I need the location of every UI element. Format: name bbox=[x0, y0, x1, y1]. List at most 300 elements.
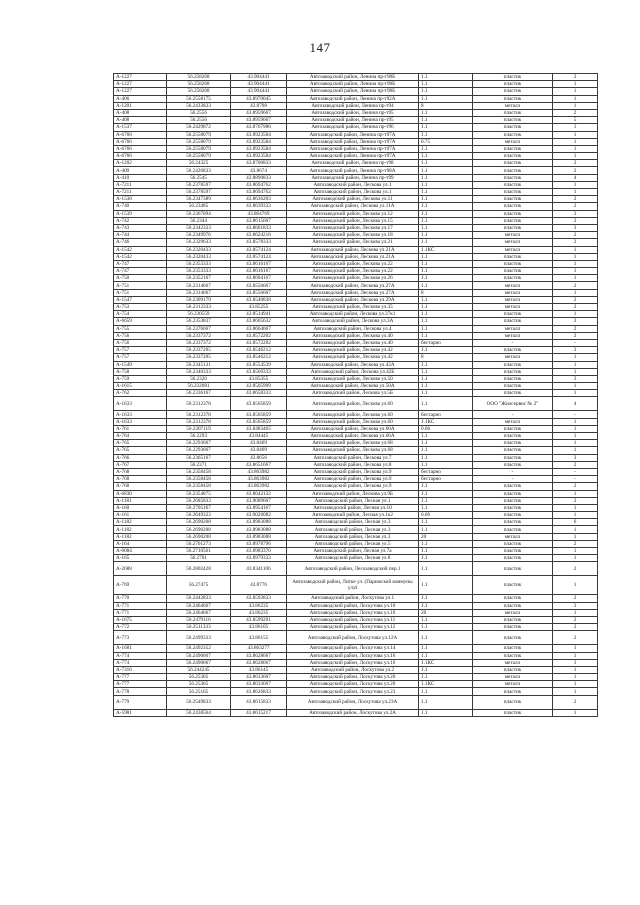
table-row bbox=[114, 311, 598, 318]
material-cell: пластик bbox=[473, 311, 553, 318]
table-row bbox=[114, 289, 598, 296]
latitude-cell: 56.2353333 bbox=[167, 268, 231, 275]
address-cell: Автозаводский район, Лескова ул.60А bbox=[287, 425, 419, 432]
material-cell: металл bbox=[473, 354, 553, 361]
longitude-cell: 43.8628667 bbox=[231, 652, 287, 659]
count-cell: 1 bbox=[553, 418, 598, 425]
volume-cell: 1.1 bbox=[419, 595, 473, 602]
volume-cell: 8 bbox=[419, 289, 473, 296]
material-cell: металл bbox=[473, 282, 553, 289]
address-cell: Автозаводский район, Лескова ул.50А bbox=[287, 383, 419, 390]
volume-cell: 20 bbox=[419, 533, 473, 540]
count-cell: 6 bbox=[553, 519, 598, 526]
latitude-cell: 56.2353333 bbox=[167, 260, 231, 267]
table-row bbox=[114, 153, 598, 160]
address-cell: Автозаводский район, Лоскутова ул.1 bbox=[287, 595, 419, 602]
site-id-cell: А-754 bbox=[114, 311, 167, 318]
latitude-cell: 56.2312378 bbox=[167, 418, 231, 425]
material-cell: металл bbox=[473, 674, 553, 681]
longitude-cell: 43.8636203 bbox=[231, 196, 287, 203]
address-cell: Автозаводский район, Лескова ул.50 bbox=[287, 375, 419, 382]
latitude-cell: 56.2690208 bbox=[167, 526, 231, 533]
volume-cell: 1.1 bbox=[419, 555, 473, 562]
table-row bbox=[114, 124, 598, 131]
volume-cell: 1.1 bbox=[419, 160, 473, 167]
volume-cell: 1.1 bbox=[419, 666, 473, 673]
longitude-cell: 43.8469 bbox=[231, 440, 287, 447]
volume-cell: 1.1 bbox=[419, 74, 473, 81]
volume-cell: 1.1 bbox=[419, 210, 473, 217]
longitude-cell: 43.8483465 bbox=[231, 425, 287, 432]
material-cell: пластик bbox=[473, 433, 553, 440]
material-cell: пластик bbox=[473, 519, 553, 526]
volume-cell: 1.1 bbox=[419, 433, 473, 440]
longitude-cell: 43.8633667 bbox=[231, 674, 287, 681]
latitude-cell: 56.2312378 bbox=[167, 411, 231, 418]
material-cell: пластик bbox=[473, 483, 553, 490]
address-cell: Автозаводский район, Лоскутова ул.12 bbox=[287, 624, 419, 631]
latitude-cell: 56.2337372 bbox=[167, 332, 231, 339]
latitude-cell: 56.27475 bbox=[167, 576, 231, 595]
material-cell: пластик bbox=[473, 253, 553, 260]
table-row bbox=[114, 347, 598, 354]
longitude-cell: 43.8890833 bbox=[231, 174, 287, 181]
address-cell: Автозаводский район, Лескова ул.11А bbox=[287, 203, 419, 210]
latitude-cell: 56.2690208 bbox=[167, 519, 231, 526]
latitude-cell: 56.2349976 bbox=[167, 232, 231, 239]
address-cell: Автозаводский район, Лескова ул.22 bbox=[287, 260, 419, 267]
latitude-cell: 56.2499333 bbox=[167, 631, 231, 645]
volume-cell: 1.1 bbox=[419, 709, 473, 716]
site-id-cell: А-747 bbox=[114, 260, 167, 267]
site-id-cell: А-161 bbox=[114, 512, 167, 519]
table-row bbox=[114, 81, 598, 88]
site-id-cell: А-755 bbox=[114, 325, 167, 332]
latitude-cell: 56.2511333 bbox=[167, 624, 231, 631]
material-cell: пластик bbox=[473, 81, 553, 88]
table-row bbox=[114, 483, 598, 490]
table-row bbox=[114, 512, 598, 519]
longitude-cell: 43.863982 bbox=[231, 468, 287, 475]
latitude-cell: 56.25305 bbox=[167, 674, 231, 681]
count-cell: 1 bbox=[553, 390, 598, 397]
volume-cell: 1.1КС bbox=[419, 659, 473, 666]
table-row bbox=[114, 189, 598, 196]
latitude-cell: 56.2358458 bbox=[167, 468, 231, 475]
site-id-cell: А-771 bbox=[114, 602, 167, 609]
site-id-cell: А-765 bbox=[114, 440, 167, 447]
count-cell: 3 bbox=[553, 347, 598, 354]
site-id-cell: А-6766 bbox=[114, 153, 167, 160]
address-cell: Автозаводский район, Лескова ул.18 bbox=[287, 232, 419, 239]
longitude-cell: 43.8615833 bbox=[231, 695, 287, 709]
material-cell: пластик bbox=[473, 562, 553, 576]
count-cell: 4 bbox=[553, 174, 598, 181]
material-cell: - bbox=[473, 339, 553, 346]
material-cell: пластик bbox=[473, 616, 553, 623]
table-row bbox=[114, 253, 598, 260]
longitude-cell: 43.8615217 bbox=[231, 709, 287, 716]
address-cell: Автозаводский район, Лескова ул.21А bbox=[287, 246, 419, 253]
site-id-cell: А-6766 bbox=[114, 145, 167, 152]
count-cell: 1 bbox=[553, 447, 598, 454]
site-id-cell: А-7316 bbox=[114, 666, 167, 673]
site-id-cell: А-2688 bbox=[114, 562, 167, 576]
count-cell: 2 bbox=[553, 217, 598, 224]
material-cell: металл bbox=[473, 609, 553, 616]
site-id-cell: А-6766 bbox=[114, 131, 167, 138]
address-cell: Автозаводский район, Лоскутова ул.14 bbox=[287, 645, 419, 652]
longitude-cell: 43.904441 bbox=[231, 81, 287, 88]
table-body bbox=[114, 74, 598, 717]
volume-cell: 1.1 bbox=[419, 217, 473, 224]
longitude-cell: 43.8556667 bbox=[231, 282, 287, 289]
table-row bbox=[114, 418, 598, 425]
material-cell: металл bbox=[473, 681, 553, 688]
material-cell: пластик bbox=[473, 375, 553, 382]
address-cell: Автозаводский район, Лескова ул.12 bbox=[287, 210, 419, 217]
longitude-cell: 43.8983088 bbox=[231, 519, 287, 526]
latitude-cell: 56.230559 bbox=[167, 311, 231, 318]
count-cell: 2 bbox=[553, 483, 598, 490]
longitude-cell: 43.8674 bbox=[231, 167, 287, 174]
material-cell: пластик bbox=[473, 368, 553, 375]
count-cell: 2 bbox=[553, 167, 598, 174]
volume-cell: 1.1 bbox=[419, 361, 473, 368]
table-row bbox=[114, 425, 598, 432]
longitude-cell: 43.8556667 bbox=[231, 289, 287, 296]
latitude-cell: 56.2353837 bbox=[167, 318, 231, 325]
table-row bbox=[114, 390, 598, 397]
count-cell: 1 bbox=[553, 275, 598, 282]
longitude-cell: 43.8970045 bbox=[231, 95, 287, 102]
address-cell: Автозаводский район, Лескова ул.27А bbox=[287, 289, 419, 296]
count-cell: 1 bbox=[553, 311, 598, 318]
longitude-cell: 43.8505859 bbox=[231, 418, 287, 425]
site-id-cell: А-1201 bbox=[114, 102, 167, 109]
longitude-cell: 43.8469 bbox=[231, 447, 287, 454]
volume-cell: 1.1 bbox=[419, 454, 473, 461]
site-id-cell: А-1538 bbox=[114, 196, 167, 203]
site-id-cell: А-6084 bbox=[114, 548, 167, 555]
count-cell: 1 bbox=[553, 81, 598, 88]
material-cell: металл bbox=[473, 332, 553, 339]
table-row bbox=[114, 609, 598, 616]
container-site-table bbox=[113, 73, 598, 717]
material-cell: пластик bbox=[473, 526, 553, 533]
table-row bbox=[114, 497, 598, 504]
volume-cell: 1.1 bbox=[419, 325, 473, 332]
volume-cell: 1.1 bbox=[419, 645, 473, 652]
volume-cell: 1.1 bbox=[419, 562, 473, 576]
count-cell: 2 bbox=[553, 624, 598, 631]
material-cell: пластик bbox=[473, 268, 553, 275]
latitude-cell: 56.2337205 bbox=[167, 347, 231, 354]
address-cell: Автозаводский район, Лескова ул.37к1 bbox=[287, 311, 419, 318]
volume-cell: 1.1 bbox=[419, 548, 473, 555]
count-cell: 1 bbox=[553, 246, 598, 253]
latitude-cell: 56.2701 bbox=[167, 555, 231, 562]
volume-cell: 0.75 bbox=[419, 138, 473, 145]
longitude-cell: 43.8624216 bbox=[231, 232, 287, 239]
count-cell: 3 bbox=[553, 602, 598, 609]
site-id-cell: А-759 bbox=[114, 375, 167, 382]
table-row bbox=[114, 131, 598, 138]
count-cell: 1 bbox=[553, 533, 598, 540]
table-row bbox=[114, 196, 598, 203]
address-cell: Автозаводский район, Лесная ул.10 bbox=[287, 504, 419, 511]
latitude-cell: 56.2336167 bbox=[167, 390, 231, 397]
site-id-cell: А-1633 bbox=[114, 411, 167, 418]
table-row bbox=[114, 232, 598, 239]
table-row bbox=[114, 210, 598, 217]
site-id-cell: А-779 bbox=[114, 695, 167, 709]
longitude-cell: 43.8694762 bbox=[231, 189, 287, 196]
latitude-cell: 56.2293667 bbox=[167, 447, 231, 454]
site-id-cell: А-753 bbox=[114, 304, 167, 311]
site-id-cell: А-772 bbox=[114, 624, 167, 631]
material-cell: пластик bbox=[473, 361, 553, 368]
table-row bbox=[114, 74, 598, 81]
longitude-cell: 43.8983088 bbox=[231, 526, 287, 533]
address-cell: Автозаводский район, Лескова ул.21А bbox=[287, 253, 419, 260]
longitude-cell: 43.8341106 bbox=[231, 562, 287, 576]
latitude-cell: 56.2358458 bbox=[167, 483, 231, 490]
longitude-cell: 43.8514941 bbox=[231, 311, 287, 318]
site-id-cell: А-408 bbox=[114, 117, 167, 124]
table-row bbox=[114, 562, 598, 576]
latitude-cell: 56.2312378 bbox=[167, 397, 231, 411]
count-cell: 2 bbox=[553, 203, 598, 210]
count-cell: 1 bbox=[553, 368, 598, 375]
material-cell: пластик bbox=[473, 347, 553, 354]
volume-cell: 1.1 bbox=[419, 368, 473, 375]
material-cell: пластик bbox=[473, 124, 553, 131]
longitude-cell: 43.8604167 bbox=[231, 275, 287, 282]
latitude-cell: 56.2492352 bbox=[167, 645, 231, 652]
volume-cell: 1.1 bbox=[419, 260, 473, 267]
table-row bbox=[114, 109, 598, 116]
longitude-cell: 43.8601833 bbox=[231, 224, 287, 231]
latitude-cell: 56.2433833 bbox=[167, 102, 231, 109]
address-cell: Автозаводский район, Ленина пр-т97А bbox=[287, 153, 419, 160]
count-cell: 2 bbox=[553, 109, 598, 116]
address-cell: Автозаводский район, Лескова ул.1 bbox=[287, 189, 419, 196]
latitude-cell: 56.244245 bbox=[167, 666, 231, 673]
volume-cell: 1.1 bbox=[419, 311, 473, 318]
longitude-cell: 43.8923584 bbox=[231, 138, 287, 145]
address-cell: Автозаводский район, Лоскутова ул.23 bbox=[287, 688, 419, 695]
count-cell: 3 bbox=[553, 318, 598, 325]
volume-cell: 1.1 bbox=[419, 375, 473, 382]
site-id-cell: А-164 bbox=[114, 540, 167, 547]
latitude-cell: 56.2442833 bbox=[167, 595, 231, 602]
volume-cell: 1.1 bbox=[419, 526, 473, 533]
longitude-cell: 43.8546212 bbox=[231, 354, 287, 361]
count-cell: 2 bbox=[553, 325, 598, 332]
table-row bbox=[114, 709, 598, 716]
latitude-cell: 56.2337372 bbox=[167, 339, 231, 346]
site-id-cell: А-756 bbox=[114, 332, 167, 339]
address-cell: Автозаводский район, Ленина пр-т96 bbox=[287, 124, 419, 131]
table-row bbox=[114, 95, 598, 102]
latitude-cell: 56.2710561 bbox=[167, 548, 231, 555]
site-id-cell: А-765 bbox=[114, 447, 167, 454]
table-row bbox=[114, 440, 598, 447]
volume-cell: 1.1 bbox=[419, 167, 473, 174]
address-cell: Автозаводский район, Ленина пр-т95 bbox=[287, 117, 419, 124]
volume-cell: 1.1 bbox=[419, 397, 473, 411]
table-row bbox=[114, 282, 598, 289]
count-cell: - bbox=[553, 339, 598, 346]
address-cell: Автозаводский район, Лескова ул.9Б bbox=[287, 490, 419, 497]
material-cell: пластик bbox=[473, 181, 553, 188]
site-id-cell: А-1633 bbox=[114, 418, 167, 425]
count-cell: 1 bbox=[553, 504, 598, 511]
address-cell: Автозаводский район, Лоскутова ул.11 bbox=[287, 616, 419, 623]
count-cell: - bbox=[553, 476, 598, 483]
count-cell: 5 bbox=[553, 117, 598, 124]
volume-cell: 20 bbox=[419, 609, 473, 616]
table-row bbox=[114, 476, 598, 483]
material-cell: металл bbox=[473, 304, 553, 311]
address-cell: Автозаводский район, Ленина пр-т97А bbox=[287, 145, 419, 152]
count-cell: 1 bbox=[553, 354, 598, 361]
volume-cell: 1.1 bbox=[419, 616, 473, 623]
count-cell: 1 bbox=[553, 512, 598, 519]
material-cell: пластик bbox=[473, 645, 553, 652]
count-cell: 1 bbox=[553, 688, 598, 695]
count-cell: 1 bbox=[553, 490, 598, 497]
table-row bbox=[114, 339, 598, 346]
address-cell: Автозаводский район, Лескова ул.4 bbox=[287, 325, 419, 332]
count-cell: 1 bbox=[553, 260, 598, 267]
latitude-cell: 56.2309179 bbox=[167, 296, 231, 303]
material-cell: пластик bbox=[473, 189, 553, 196]
count-cell: 1 bbox=[553, 433, 598, 440]
longitude-cell: 43.8658333 bbox=[231, 390, 287, 397]
table-row bbox=[114, 645, 598, 652]
volume-cell: 1.1 bbox=[419, 447, 473, 454]
volume-cell: 8 bbox=[419, 354, 473, 361]
material-cell: пластик bbox=[473, 145, 553, 152]
material-cell: металл bbox=[473, 659, 553, 666]
site-id-cell: А-1227 bbox=[114, 88, 167, 95]
site-id-cell: А-766 bbox=[114, 454, 167, 461]
latitude-cell: 56.2545 bbox=[167, 174, 231, 181]
volume-cell: 1.1 bbox=[419, 296, 473, 303]
latitude-cell: 56.2549833 bbox=[167, 695, 231, 709]
table-row bbox=[114, 304, 598, 311]
material-cell: пластик bbox=[473, 390, 553, 397]
count-cell: 1 bbox=[553, 576, 598, 595]
volume-cell: 1.1 bbox=[419, 602, 473, 609]
latitude-cell: 56.2558079 bbox=[167, 153, 231, 160]
latitude-cell: 56.2690208 bbox=[167, 533, 231, 540]
table-row bbox=[114, 666, 598, 673]
volume-cell: 1.1 bbox=[419, 153, 473, 160]
material-cell: металл bbox=[473, 418, 553, 425]
volume-cell: 1.1 bbox=[419, 490, 473, 497]
material-cell: пластик bbox=[473, 548, 553, 555]
count-cell: 1 bbox=[553, 124, 598, 131]
material-cell: пластик bbox=[473, 688, 553, 695]
address-cell: Автозаводский район, Лесная ул.7а bbox=[287, 548, 419, 555]
site-id-cell: А-751 bbox=[114, 282, 167, 289]
site-id-cell: А-743 bbox=[114, 224, 167, 231]
volume-cell: 1.1 bbox=[419, 390, 473, 397]
volume-cell: 1.1 bbox=[419, 232, 473, 239]
longitude-cell: 43.8540838 bbox=[231, 296, 287, 303]
longitude-cell: 43.8505999 bbox=[231, 383, 287, 390]
count-cell: 1 bbox=[553, 645, 598, 652]
latitude-cell: 56.2802428 bbox=[167, 562, 231, 576]
latitude-cell: 56.2556 bbox=[167, 109, 231, 116]
count-cell: 1 bbox=[553, 526, 598, 533]
address-cell: Автозаводский район, Ленина пр-т97А bbox=[287, 138, 419, 145]
address-cell: Автозаводский район, Лескова ул.60 bbox=[287, 418, 419, 425]
count-cell: 2 bbox=[553, 160, 598, 167]
site-id-cell: А-1182 bbox=[114, 533, 167, 540]
longitude-cell: 43.8546212 bbox=[231, 347, 287, 354]
latitude-cell: 56.25305 bbox=[167, 681, 231, 688]
volume-cell: 0.66 bbox=[419, 512, 473, 519]
count-cell: 2 bbox=[553, 595, 598, 602]
count-cell: 2 bbox=[553, 562, 598, 576]
address-cell: Автозаводский район, Лесная ул.3 bbox=[287, 519, 419, 526]
site-id-cell: А-746 bbox=[114, 239, 167, 246]
site-id-cell: А-1675 bbox=[114, 616, 167, 623]
address-cell: Автозаводский район, Лоскутова ул.12А bbox=[287, 631, 419, 645]
material-cell: металл bbox=[473, 246, 553, 253]
latitude-cell: 56.2705167 bbox=[167, 504, 231, 511]
site-id-cell: А-1547 bbox=[114, 296, 167, 303]
address-cell: Автозаводский район, Лескова ул.68 bbox=[287, 447, 419, 454]
longitude-cell: 43.8554539 bbox=[231, 361, 287, 368]
table-row bbox=[114, 504, 598, 511]
latitude-cell: 56.24325 bbox=[167, 160, 231, 167]
material-cell: пластик bbox=[473, 652, 553, 659]
site-id-cell: А-774 bbox=[114, 652, 167, 659]
material-cell: пластик bbox=[473, 595, 553, 602]
table-row bbox=[114, 659, 598, 666]
address-cell: Автозаводский район, Ленина пр-т98А bbox=[287, 167, 419, 174]
count-cell: 1 bbox=[553, 674, 598, 681]
count-cell: 1 bbox=[553, 102, 598, 109]
address-cell: Автозаводский район, Лоскутова ул.2А bbox=[287, 709, 419, 716]
material-cell: - bbox=[473, 468, 553, 475]
count-cell: 1 bbox=[553, 666, 598, 673]
site-id-cell: А-165 bbox=[114, 555, 167, 562]
material-cell: пластик bbox=[473, 602, 553, 609]
volume-cell: 1.1 bbox=[419, 268, 473, 275]
address-cell: Автозаводский район, Лесозаводский пер.1 bbox=[287, 562, 419, 576]
address-cell: Автозаводский район, Лоскутова ул.20 bbox=[287, 681, 419, 688]
table-row bbox=[114, 548, 598, 555]
material-cell: металл bbox=[473, 289, 553, 296]
longitude-cell: 43.8574124 bbox=[231, 253, 287, 260]
material-cell: пластик bbox=[473, 203, 553, 210]
material-cell: пластик bbox=[473, 210, 553, 217]
longitude-cell: 43.8599291 bbox=[231, 616, 287, 623]
table-row bbox=[114, 616, 598, 623]
table-row bbox=[114, 145, 598, 152]
address-cell: Автозаводский район, Лоскутова ул.10 bbox=[287, 602, 419, 609]
latitude-cell: 56.2358458 bbox=[167, 476, 231, 483]
volume-cell: 1.1 bbox=[419, 253, 473, 260]
longitude-cell: 43.864769 bbox=[231, 210, 287, 217]
longitude-cell: 43.8767986 bbox=[231, 124, 287, 131]
